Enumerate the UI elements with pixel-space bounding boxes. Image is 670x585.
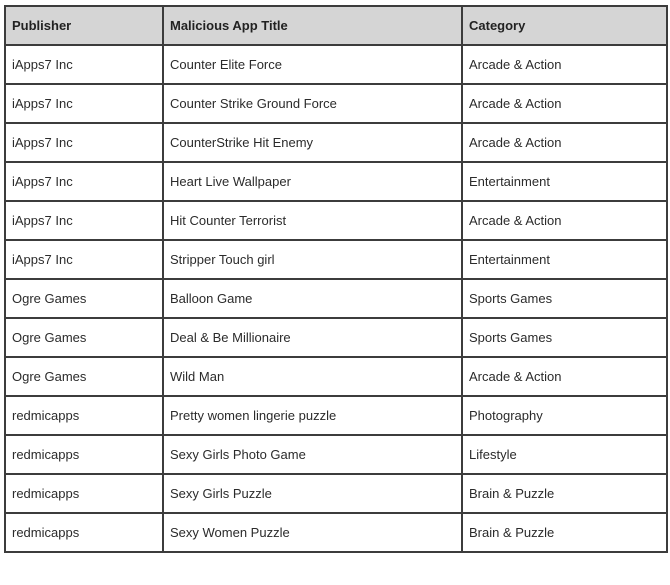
table-container xyxy=(4,5,668,553)
table-row xyxy=(5,357,667,396)
cell-category: Sports Games xyxy=(462,279,667,318)
table-body xyxy=(5,45,667,552)
cell-publisher: iApps7 Inc xyxy=(5,201,163,240)
cell-app-title: Deal & Be Millionaire xyxy=(163,318,462,357)
header-category: Category xyxy=(462,6,667,45)
cell-category: Entertainment xyxy=(462,162,667,201)
cell-category: Lifestyle xyxy=(462,435,667,474)
cell-category: Brain & Puzzle xyxy=(462,513,667,552)
cell-app-title: Counter Elite Force xyxy=(163,45,462,84)
cell-app-title: Hit Counter Terrorist xyxy=(163,201,462,240)
table-row xyxy=(5,162,667,201)
malicious-apps-table xyxy=(4,5,668,553)
cell-publisher: redmicapps xyxy=(5,396,163,435)
table-row xyxy=(5,513,667,552)
cell-category: Arcade & Action xyxy=(462,84,667,123)
cell-category: Entertainment xyxy=(462,240,667,279)
cell-publisher: redmicapps xyxy=(5,474,163,513)
cell-app-title: Sexy Women Puzzle xyxy=(163,513,462,552)
table-row xyxy=(5,240,667,279)
cell-category: Arcade & Action xyxy=(462,201,667,240)
cell-publisher: redmicapps xyxy=(5,513,163,552)
cell-app-title: Balloon Game xyxy=(163,279,462,318)
cell-publisher: Ogre Games xyxy=(5,279,163,318)
cell-app-title: Sexy Girls Photo Game xyxy=(163,435,462,474)
table-row xyxy=(5,84,667,123)
cell-publisher: redmicapps xyxy=(5,435,163,474)
cell-app-title: Heart Live Wallpaper xyxy=(163,162,462,201)
cell-app-title: Sexy Girls Puzzle xyxy=(163,474,462,513)
cell-category: Sports Games xyxy=(462,318,667,357)
cell-category: Arcade & Action xyxy=(462,357,667,396)
table-row xyxy=(5,318,667,357)
cell-app-title: Pretty women lingerie puzzle xyxy=(163,396,462,435)
header-app-title: Malicious App Title xyxy=(163,6,462,45)
table-row xyxy=(5,279,667,318)
cell-publisher: iApps7 Inc xyxy=(5,123,163,162)
cell-category: Arcade & Action xyxy=(462,45,667,84)
cell-publisher: Ogre Games xyxy=(5,318,163,357)
header-publisher: Publisher xyxy=(5,6,163,45)
table-row xyxy=(5,123,667,162)
cell-app-title: CounterStrike Hit Enemy xyxy=(163,123,462,162)
cell-publisher: iApps7 Inc xyxy=(5,162,163,201)
cell-app-title: Wild Man xyxy=(163,357,462,396)
header-row xyxy=(5,6,667,45)
table-header xyxy=(5,6,667,45)
table-row xyxy=(5,396,667,435)
cell-publisher: iApps7 Inc xyxy=(5,45,163,84)
table-row xyxy=(5,474,667,513)
table-row xyxy=(5,201,667,240)
cell-publisher: Ogre Games xyxy=(5,357,163,396)
table-row xyxy=(5,45,667,84)
cell-category: Photography xyxy=(462,396,667,435)
cell-publisher: iApps7 Inc xyxy=(5,84,163,123)
cell-publisher: iApps7 Inc xyxy=(5,240,163,279)
table-row xyxy=(5,435,667,474)
cell-app-title: Stripper Touch girl xyxy=(163,240,462,279)
cell-category: Brain & Puzzle xyxy=(462,474,667,513)
cell-app-title: Counter Strike Ground Force xyxy=(163,84,462,123)
cell-category: Arcade & Action xyxy=(462,123,667,162)
